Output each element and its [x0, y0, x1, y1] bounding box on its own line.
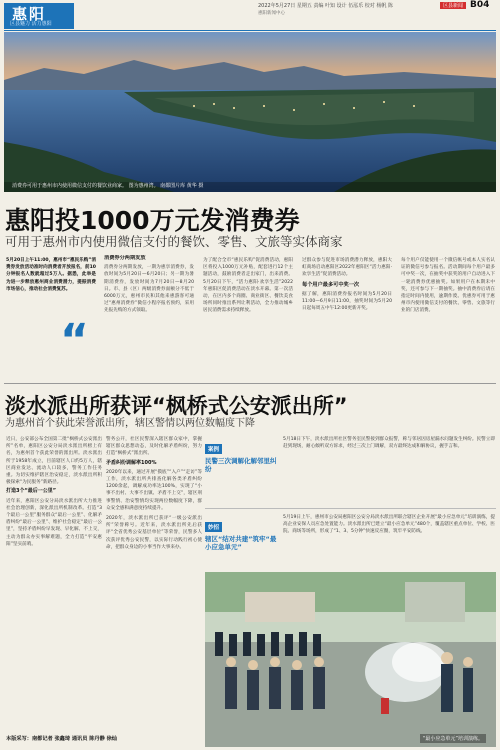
section-slogan: 区县魅力 活力惠阳 — [10, 21, 52, 27]
article2-col2-text: 警务公开，社区民警深入辖区群众家中，掌握辖区群众思想动态，及时化解矛盾纠纷，努力打造“枫桥式”派出所。 — [106, 437, 202, 457]
issue-date-line: 2022年5月27日 星期五 责编 叶知 设计 伍泓乐 校对 杨帆 陈 — [258, 3, 393, 9]
article2-subheading-2: 矛盾纠纷调解率100% — [106, 459, 157, 466]
article2-col1-text: 近日，公安部公布全国第二批“枫桥式公安派出所”名单，惠阳区公安分局淡水派出所榜上有名，为惠州首个获此荣誉的派出所。淡水派出所于1958年成立，目前辖区人口约5万人，辖区商业发达、流动人口较多，警务工作任务重。为切实维护辖区治安稳定，淡水派出所积极探索“为民服务”新路径。 — [6, 437, 102, 486]
headline-consumer-vouchers: 惠阳投1000万元发消费券 — [5, 206, 300, 235]
article1-column-2 — [104, 255, 194, 373]
editor-line: 惠阳新闻中心 — [258, 11, 285, 16]
case-text-2: 5月19日上午，惠州市公安局惠阳区公安分局淡水派出所联合辖区企业开展“最小应急单元”培训演练，提高企业安保人员应急处置能力。淡水派出所已建立“最小应急单元”480个，覆盖辖区重点单位、学校、医院、商场等场所，形成了“1、3、5分钟”快速反应圈，筑牢平安防线。 — [283, 515, 495, 535]
bay-photo — [4, 32, 496, 192]
article2-col1b-text: 近年来，惠阳区公安分局淡水派出所大力推进社会治理创新，深化派出所机制改革。打造“3个最后一公里”服务群众“最后一公里”、化解矛盾纠纷“最后一公里”、维护社会稳定“最后一公里”，坚持矛盾纠纷早发现、早化解、不上交，主动为群众办实事解难题，全力打造“平安惠阳”坚实前哨。 — [6, 498, 102, 547]
headline-police-station: 淡水派出所获评“枫桥式公安派出所” — [5, 394, 348, 418]
training-drill-illustration — [205, 572, 496, 747]
article1-column-4 — [302, 257, 392, 373]
article2-col3-text: 2020年，淡水派出所已获评“一级公安派出所”荣誉称号。近年来，淡水派出所先后获评“全省优秀公安基层单位”等荣誉，民警多人次获评优秀公安民警，以实际行动践行初心使命，把群众身边的小事当作大事来办。 — [106, 516, 202, 550]
section-divider — [4, 383, 496, 384]
case-box-1 — [205, 436, 280, 473]
bay-photo-illustration — [4, 32, 496, 192]
page-number: B04 — [470, 0, 490, 10]
section-tag: 区县新闻 — [440, 2, 466, 9]
case-box-2 — [205, 514, 280, 551]
article1-subheading: 消费券分两期发放 — [104, 255, 146, 261]
article2-subheading-1: 打造3个“最后一公里” — [6, 488, 57, 495]
case-title-2: 辖区“结对共建”筑牢“最小应急单元” — [205, 535, 277, 551]
case-divider — [205, 508, 496, 509]
article1-column-5: 每个用户仅能使用一个微信帐号或本人实名认证的微信号参与报名。活动期间每个用户最多可中奖一次，在抽奖中获奖的用户自动进入下一轮消费券优惠抽奖。如果用户在本期未中奖，还可参与下一期抽奖。抽中消费券后请在指定时间内使用，逾期作废。优惠券可用于惠州市内使用微信支付的餐饮、零售、文旅等行业的门店消费。 — [401, 258, 495, 314]
masthead-rule — [4, 30, 496, 31]
article1-lead: 5月20日上午11:00，惠州市“惠民乐购”消费券发放活动准时向消费者开放报名，前10分钟报名人数就超过5万人。据悉，此举是为进一步释放惠州商业消费潜力，提振消费市场信心，推动社会消费复苏。 — [6, 258, 96, 292]
case-title-1: 民警三次调解化解邻里纠纷 — [205, 457, 277, 473]
photo-caption: 消费券可用于惠州市内使用微信支付的餐饮业商家。 图为惠州湾。 南都图片库 黄华 摄 — [12, 183, 204, 189]
section-name: 惠阳 — [12, 5, 47, 23]
article2-column-2 — [106, 436, 202, 732]
article2-col2b-text: 2020年以来，通过开展“摸底”“入户”“走访”等工作，淡水派出所共排查化解各类矛盾纠纷1200余起，调解成功率达100%，实现了“小事不出村、大事不出镇、矛盾不上交”，辖区刑事警情、治安警情均实现两位数幅度下降，群众安全感和满意度持续提升。 — [106, 469, 202, 511]
byline: 本版采写：南都记者 张鑫琦 通讯员 陈丹静 徐灿 — [6, 736, 117, 742]
case-text-1: 5月18日下午，淡水派出所社区警务室民警接到群众报警，称与邻居因房屋漏水问题发生纠纷。民警立即赶到现场，耐心倾听双方诉求，经过三次上门调解，双方最终达成和解协议，握手言和。 — [283, 437, 495, 450]
masthead — [0, 0, 500, 32]
subhead-police-station: 为惠州首个获此荣誉派出所，辖区警情以两位数幅度下降 — [5, 418, 255, 429]
article1-subheading-2: 每个用户最多可中奖一次 — [302, 281, 360, 288]
quote-mark-icon: “ — [60, 315, 89, 366]
article1-col4-text: 过群众参与促进市场消费潜力释放，惠阳大虹商场启动惠阳区2022年惠阳区“活力惠阳·欢享生活”促消费活动。 — [302, 258, 392, 278]
case-tag-2: 妙招 — [205, 522, 222, 532]
photo2-caption: “最小应急单元”培训演练。 — [420, 734, 486, 743]
subhead-consumer-vouchers: 可用于惠州市内使用微信支付的餐饮、零售、文旅等实体商家 — [5, 234, 343, 249]
article1-column-3: 为了配合全市“惠民乐购”促消费活动，惠阳区将投入1000万元补贴，配套进行12个主题活动，鼓励消费者走出家门，出来消费。5月20日下午，“活力惠阳·欢享生活”2022年惠阳区促消费活动在淡水开幕。第一次活动，在区内多个商圈、商业街区、餐饮美食场所同时推出系列让利活动，全力推动城乡居民消费需求持续释放。 — [203, 258, 293, 314]
article2-column-1 — [6, 436, 102, 732]
case-tag-1: 案例 — [205, 444, 222, 454]
training-drill-photo — [205, 572, 496, 747]
article1-col2-text: 消费券分两期发放，一期为惠享消费券，发放时间为5月20日—6月20日；另一期为暑期消费券，发放时间为7月20日—8月20日。市、县（区）两级消费券面额分不低于6000万元，惠州市民和其他来惠游客可通过“惠州消费券”微信小程序报名预约，采用先报先购的方式领取。 — [104, 265, 194, 314]
section-logo — [4, 3, 74, 29]
article1-col4b-text: 据了解，惠阳消费券报名时间为5月20日11:00—6月9日11:00，抽奖时间为5月20日起每周五中午12:00更新开奖。 — [302, 291, 392, 312]
